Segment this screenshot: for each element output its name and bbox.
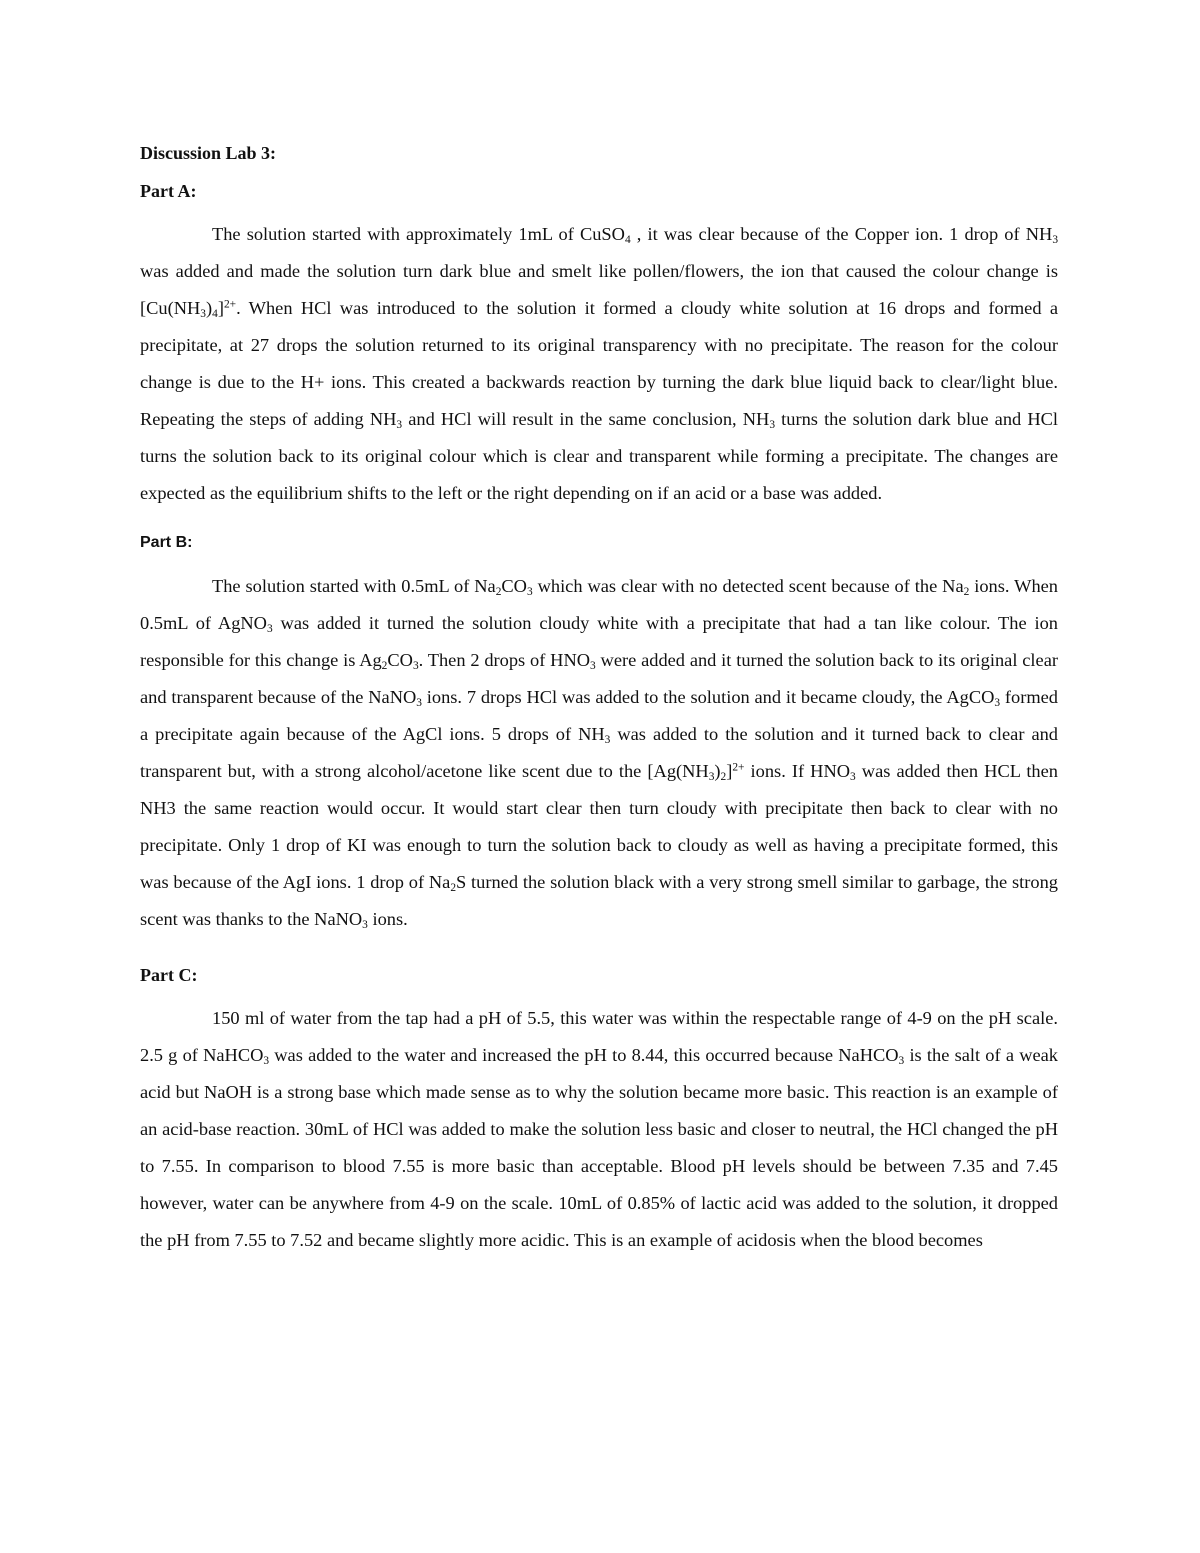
document-page [140, 140, 1058, 1277]
part-c-heading: Part C: [140, 965, 198, 985]
part-a-paragraph: The solution started with approximately 1mL of CuSO$_4$ , it was clear because of the Copper ion. 1 drop of $NH_3$ was added and made the solution turn dark blue and smelt like pollen/flowers, the ion that caused the colour change is $[Cu(NH_3)_4]^{2+}$. When HCl was introduced to the solution it formed a cloudy white solution at 16 drops and formed a precipitate, at 27 drops the solution returned to its original transparency with no precipitate. The reason for the colour change is due to the H+ ions. This created a backwards reaction by turning the dark blue liquid back to clear/light blue. Repeating the steps of adding $NH_3$ and HCl will result in the same conclusion, $NH_3$ turns the solution dark blue and HCl turns the solution back to its original colour which is clear and transparent while forming a precipitate. The changes are expected as the equilibrium shifts to the left or the right depending on if an acid or a base was added. [140, 224, 1059, 503]
part-b-heading: Part B: [140, 534, 193, 551]
part-a-heading: Part A: [140, 181, 197, 201]
document-title: Discussion Lab 3: [140, 143, 277, 163]
part-c-paragraph: 150 ml of water from the tap had a pH of 5.5, this water was within the respectable range of 4-9 on the pH scale. 2.5 g of NaHCO$_3$ was added to the water and increased the pH to 8.44, this occurred because NaHCO$_3$ is the salt of a weak acid but NaOH is a strong base which made sense as to why the solution became more basic. This reaction is an example of an acid-base reaction. 30mL of HCl was added to make the solution less basic and closer to neutral, the HCl changed the pH to 7.55. In comparison to blood 7.55 is more basic than acceptable. Blood pH levels should be between 7.35 and 7.45 however, water can be anywhere from 4-9 on the scale. 10mL of 0.85% of lactic acid was added to the solution, it dropped the pH from 7.55 to 7.52 and became slightly more acidic. This is an example of acidosis when the blood becomes [140, 1008, 1058, 1250]
part-b-paragraph: The solution started with 0.5mL of $Na_2CO_3$ which was clear with no detected scent because of the $Na_2$ ions. When 0.5mL of AgNO$_3$ was added it turned the solution cloudy white with a precipitate that had a tan like colour. The ion responsible for this change is $Ag_2CO_3$. Then 2 drops of $HNO_3$ were added and it turned the solution back to its original clear and transparent because of the NaNO$_3$ ions. 7 drops HCl was added to the solution and it became cloudy, the AgCO$_3$ formed a precipitate again because of the AgCl ions. 5 drops of $NH_3$ was added to the solution and it turned back to clear and transparent but, with a strong alcohol/acetone like scent due to the $[Ag(NH_3)_2]^{2+}$ ions. If $HNO_3$ was added then HCL then NH3 the same reaction would occur. It would start clear then turn cloudy with precipitate then back to clear with no precipitate. Only 1 drop of KI was enough to turn the solution back to cloudy as well as having a precipitate formed, this was because of the AgI ions. 1 drop of $Na_2S$ turned the solution black with a very strong smell similar to garbage, the strong scent was thanks to the NaNO$_3$ ions. [140, 576, 1059, 931]
